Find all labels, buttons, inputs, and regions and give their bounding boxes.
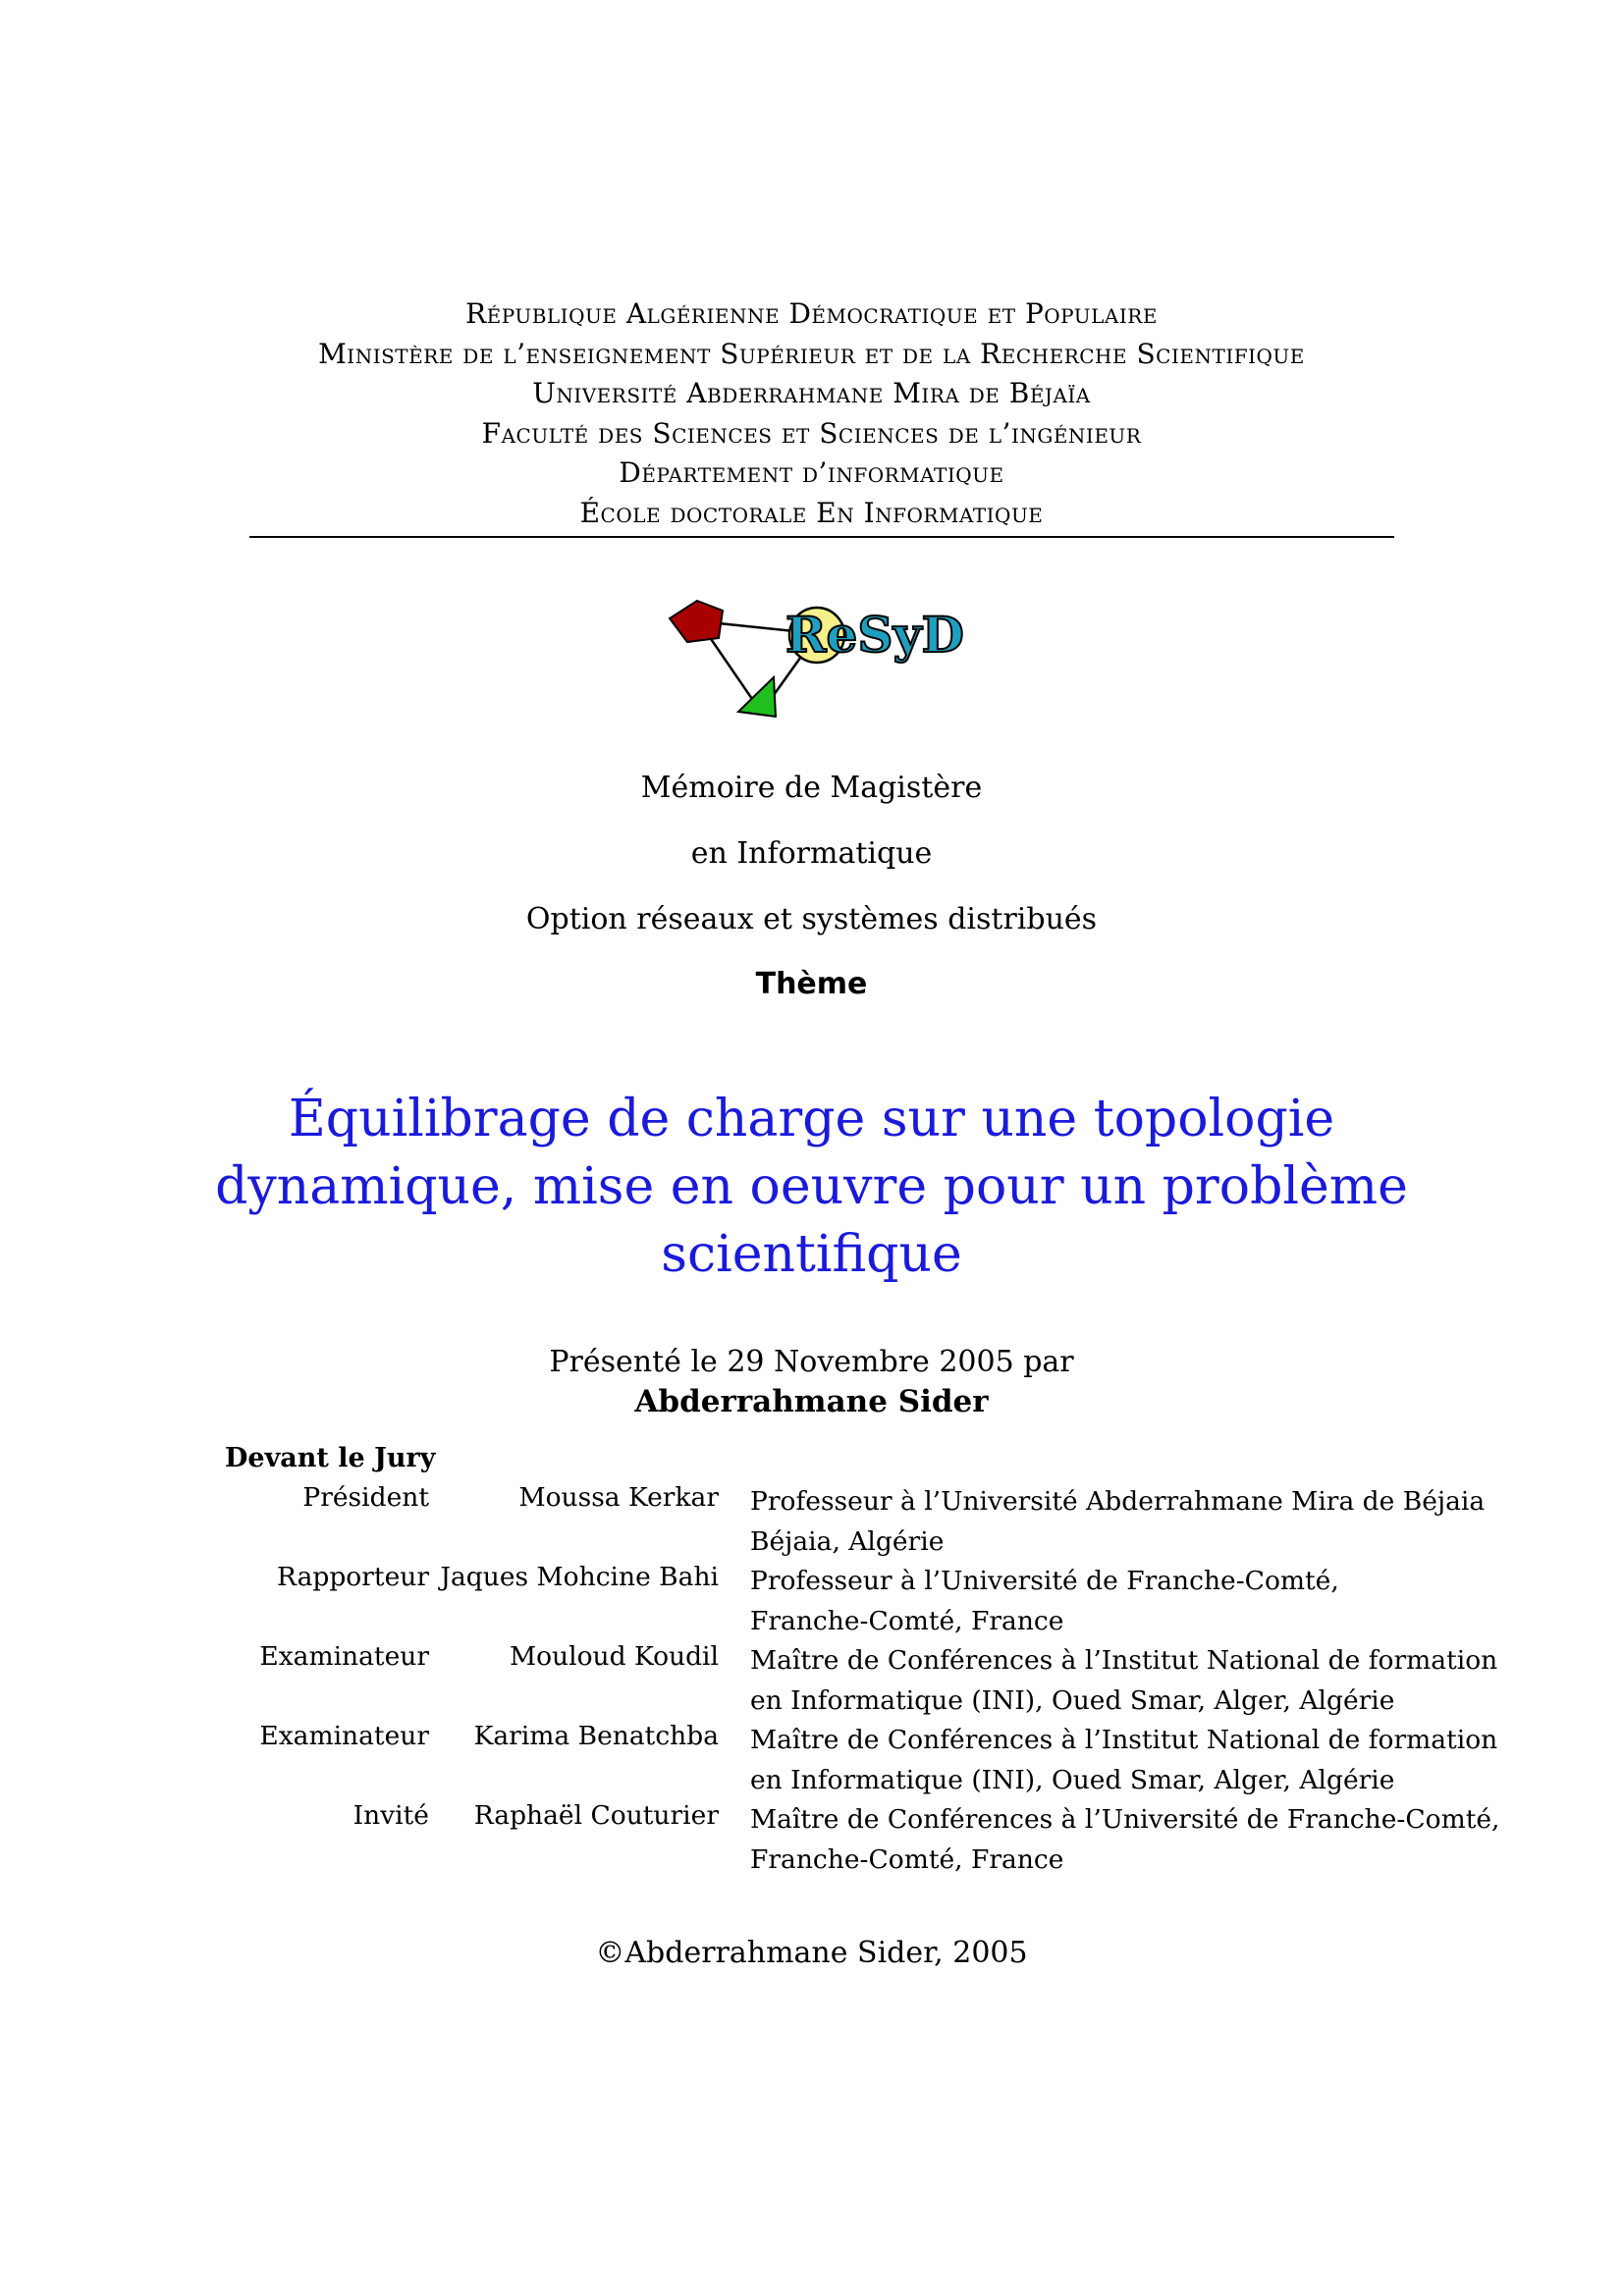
jury-heading: Devant le Jury — [225, 1443, 436, 1473]
pentagon-shape — [670, 601, 723, 642]
triangle-shape — [738, 677, 776, 717]
degree-line-3: Option réseaux et systèmes distribués — [525, 902, 1098, 936]
jury-name: Mouloud Koudil — [509, 1641, 719, 1672]
header-line-school: École doctorale En Informatique — [579, 496, 1044, 529]
jury-role: Rapporteur — [277, 1562, 429, 1592]
jury-desc-line-1: Professeur à l’Université Abderrahmane Mira de Béjaia — [750, 1486, 1486, 1517]
jury-row — [0, 1562, 1623, 1640]
header-line-university: Université Abderrahmane Mira de Béjaïa — [532, 377, 1091, 409]
jury-desc — [750, 1562, 1339, 1641]
header-line-ministry: Ministère de l’enseignement Supérieur et de la Recherche Scientifique — [318, 337, 1305, 370]
jury-desc-line-2: en Informatique (INI), Oued Smar, Alger, Algérie — [750, 1764, 1395, 1795]
header-divider — [249, 536, 1394, 538]
author-name: Abderrahmane Sider — [634, 1384, 989, 1419]
jury-desc — [750, 1641, 1497, 1721]
jury-row — [0, 1721, 1623, 1799]
header-line-republic: République Algérienne Démocratique et Populaire — [465, 297, 1158, 330]
jury-row — [0, 1482, 1623, 1561]
jury-role: Invité — [352, 1800, 429, 1831]
jury-name: Jaques Mohcine Bahi — [440, 1562, 719, 1592]
header-line-department: Département d’informatique — [619, 456, 1004, 489]
jury-role: Examinateur — [259, 1721, 429, 1751]
resyd-logo — [648, 579, 1001, 736]
title-line-3: scientifique — [661, 1225, 962, 1284]
jury-row — [0, 1800, 1623, 1879]
jury-role: Président — [302, 1482, 429, 1513]
jury-row — [0, 1641, 1623, 1720]
header-line-faculty: Faculté des Sciences et Sciences de l’ingénieur — [481, 416, 1142, 450]
jury-desc-line-1: Maître de Conférences à l’Institut National de formation — [750, 1645, 1498, 1676]
jury-desc-line-1: Maître de Conférences à l’Université de Franche-Comté, — [750, 1804, 1500, 1835]
jury-desc — [750, 1721, 1497, 1800]
jury-desc-line-1: Maître de Conférences à l’Institut National de formation — [750, 1725, 1498, 1755]
institution-header — [0, 294, 1623, 533]
degree-line-1: Mémoire de Magistère — [640, 771, 983, 805]
jury-desc-line-1: Professeur à l’Université de Franche-Comté, — [750, 1566, 1339, 1596]
jury-desc-line-2: Franche-Comté, France — [750, 1843, 1064, 1875]
jury-role: Examinateur — [259, 1641, 429, 1672]
jury-desc-line-2: Franche-Comté, France — [750, 1605, 1064, 1636]
title-line-2: dynamique, mise en oeuvre pour un problème — [215, 1157, 1408, 1216]
jury-desc-line-2: en Informatique (INI), Oued Smar, Alger, Algérie — [750, 1684, 1395, 1716]
jury-name: Karima Benatchba — [473, 1721, 719, 1751]
jury-name: Raphaël Couturier — [473, 1800, 719, 1831]
logo-text: ReSyD — [785, 606, 964, 664]
degree-line-2: en Informatique — [690, 836, 933, 871]
presentation-line: Présenté le 29 Novembre 2005 par — [549, 1345, 1074, 1379]
jury-name: Moussa Kerkar — [518, 1482, 719, 1513]
jury-desc — [750, 1800, 1499, 1880]
copyright-notice: ©Abderrahmane Sider, 2005 — [595, 1936, 1028, 1970]
title-line-1: Équilibrage de charge sur une topologie — [288, 1090, 1335, 1148]
jury-desc-line-2: Béjaia, Algérie — [750, 1525, 945, 1557]
thesis-title — [0, 1086, 1623, 1289]
theme-label: Thème — [755, 967, 868, 1001]
jury-desc — [750, 1482, 1485, 1562]
